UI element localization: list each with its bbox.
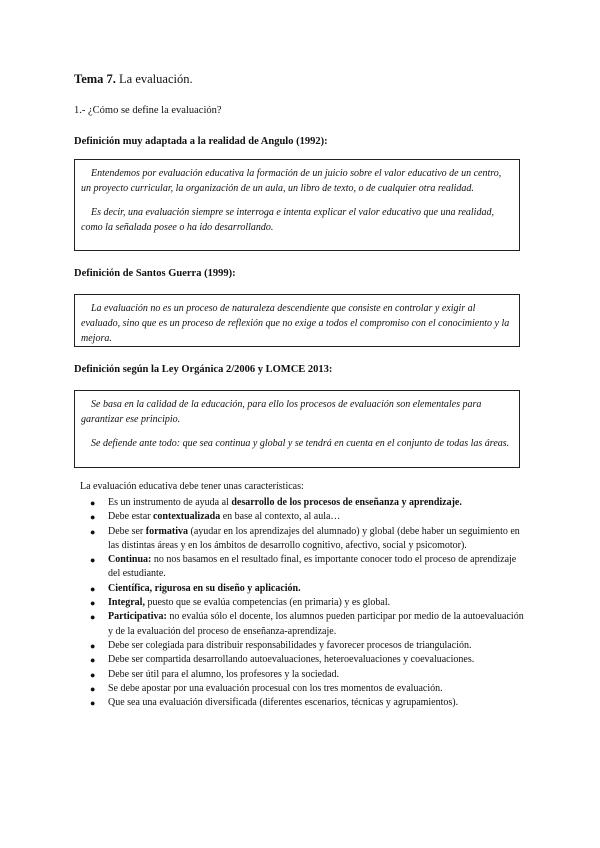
section-heading-santos-guerra: Definición de Santos Guerra (1999): [74, 268, 236, 279]
title-prefix: Tema 7. [74, 72, 116, 86]
section-heading-angulo: Definición muy adaptada a la realidad de Angulo (1992): [74, 136, 328, 147]
bullet-icon: ● [90, 655, 96, 666]
list-item: ● Debe ser compartida desarrollando autoevaluaciones, heteroevaluaciones y coevaluaciones. [74, 653, 524, 667]
definition-box-angulo [74, 159, 520, 251]
list-item: ● Debe ser formativa (ayudar en los aprendizajes del alumnado) y global (debe haber un seguimiento en las distintas áreas y en los ámbitos de desarrollo cognitivo, afectivo, social y psicomotor). [90, 525, 520, 551]
list-item: ● Es un instrumento de ayuda al desarrollo de los procesos de enseñanza y aprendizaje. [74, 496, 524, 510]
list-item: ● Se debe apostar por una evaluación procesual con los tres momentos de evaluación. [74, 682, 524, 696]
list-item: ● Continua: no nos basamos en el resultado final, es importante conocer todo el proceso de aprendizaje del estudiante. [90, 554, 517, 580]
bullet-icon: ● [90, 526, 96, 537]
bullet-icon: ● [90, 583, 96, 594]
bullet-icon: ● [90, 512, 96, 523]
bullet-icon: ● [90, 669, 96, 680]
definition-box-santos-guerra [74, 294, 520, 347]
characteristics-list [74, 496, 524, 710]
list-item: ● Debe ser útil para el alumno, los profesores y la sociedad. [74, 668, 524, 682]
definition-paragraph: Entendemos por evaluación educativa la formación de un juicio sobre el valor educativo de un centro, un proyecto curricular, la organización de un aula, un libro de texto, o de cualquier otra realidad. [81, 168, 502, 194]
bullet-icon: ● [90, 698, 96, 709]
definition-paragraph: La evaluación no es un proceso de naturaleza descendiente que consiste en controlar y exigir al evaluado, sino que es un proceso de reflexión que no exige a todos el compromiso con el conocimiento y la mejora. [81, 303, 510, 344]
section-heading-ley-organica: Definición según la Ley Orgánica 2/2006 y LOMCE 2013: [74, 364, 333, 375]
definition-box-ley-organica [74, 390, 520, 468]
definition-paragraph: Se basa en la calidad de la educación, para ello los procesos de evaluación son elementales para garantizar ese principio. [81, 399, 482, 425]
list-item: ● Debe ser colegiada para distribuir responsabilidades y favorecer procesos de triangulación. [74, 639, 524, 653]
bullet-icon: ● [90, 598, 96, 609]
bullet-icon: ● [90, 612, 96, 623]
list-item: ● Que sea una evaluación diversificada (diferentes escenarios, técnicas y agrupamientos). [74, 696, 524, 710]
page-title [74, 72, 193, 87]
definition-paragraph: Se defiende ante todo: que sea continua y global y se tendrá en cuenta en el conjunto de todas las áreas. [91, 438, 510, 449]
characteristics-intro: La evaluación educativa debe tener unas características: [80, 481, 304, 492]
definition-paragraph: Es decir, una evaluación siempre se interroga e intenta explicar el valor educativo que una realidad, como la señalada posee o ha ido desarrollando. [81, 207, 494, 233]
list-item: ● Participativa: no evalúa sólo el docente, los alumnos pueden participar por medio de la autoevaluación y de la evaluación del proceso de enseñanza-aprendizaje. [90, 611, 524, 637]
question-heading: 1.- ¿Cómo se define la evaluación? [74, 105, 222, 116]
list-item: ● Científica, rigurosa en su diseño y aplicación. [74, 582, 524, 596]
list-item: ● Integral, puesto que se evalúa competencias (en primaria) y es global. [74, 596, 524, 610]
title-text: La evaluación. [115, 72, 193, 86]
bullet-icon: ● [90, 683, 96, 694]
bullet-icon: ● [90, 498, 96, 508]
list-item: ● Debe estar contextualizada en base al contexto, al aula… [74, 510, 524, 524]
bullet-icon: ● [90, 640, 96, 651]
bullet-icon: ● [90, 555, 96, 566]
